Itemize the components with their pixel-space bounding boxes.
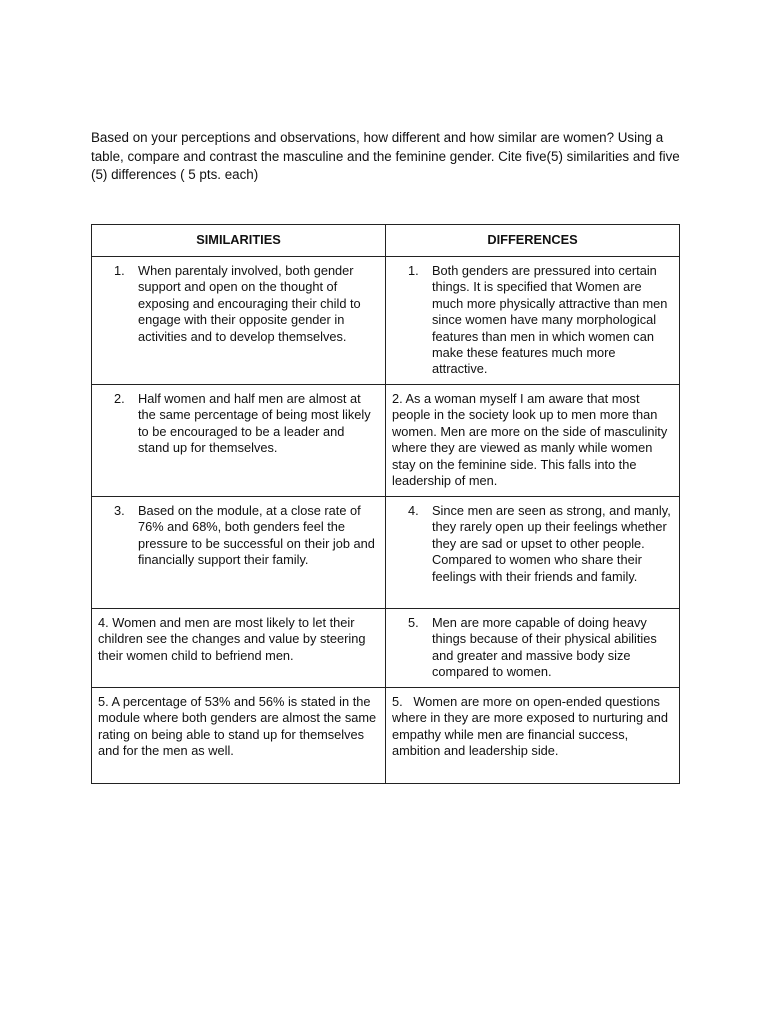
similarity-text: When parentaly involved, both gender support and open on the thought of exposing and encouraging their child to engage with their opposite gender in activities and to develop themselves. bbox=[138, 263, 361, 344]
similarity-item bbox=[92, 609, 385, 670]
table-row bbox=[92, 385, 680, 497]
differences-header: DIFFERENCES bbox=[386, 225, 680, 257]
difference-cell bbox=[386, 497, 680, 609]
similarity-item bbox=[92, 257, 385, 351]
difference-cell bbox=[386, 609, 680, 688]
difference-cell bbox=[386, 688, 680, 784]
item-number: 3. bbox=[114, 503, 125, 518]
table-row bbox=[92, 497, 680, 609]
item-number: 5. bbox=[408, 615, 419, 630]
item-number: 4. bbox=[408, 503, 419, 518]
difference-text: Both genders are pressured into certain things. It is specified that Women are much more physically attractive than men since women have many morphological features than men in which women can make these features much more attractive. bbox=[432, 263, 668, 377]
table-header-row bbox=[92, 225, 680, 257]
difference-text: Since men are seen as strong, and manly, they rarely open up their feelings whether they are sad or upset to other people. Compared to women who share their feelings with their friends and family. bbox=[432, 503, 671, 584]
item-number: 2. bbox=[114, 391, 125, 406]
difference-text: 5. Women are more on open-ended questions where in they are more exposed to nurturing and empathy while men are financial success, ambition and leadership side. bbox=[392, 694, 672, 759]
difference-item bbox=[386, 688, 679, 766]
similarity-text: 4. Women and men are most likely to let their children see the changes and value by steering their women child to befriend men. bbox=[98, 615, 366, 663]
item-number: 1. bbox=[114, 263, 125, 278]
difference-cell bbox=[386, 385, 680, 497]
comparison-table bbox=[91, 224, 680, 784]
item-number: 1. bbox=[408, 263, 419, 278]
table-row bbox=[92, 609, 680, 688]
similarity-cell bbox=[92, 385, 386, 497]
assignment-prompt: Based on your perceptions and observations, how different and how similar are women? Using a table, compare and contrast the masculine and the feminine gender. Cite five(5) similarities and five (5) differences ( 5 pts. each) bbox=[91, 130, 680, 182]
similarity-text: Based on the module, at a close rate of 76% and 68%, both genders feel the pressure to be successful on their job and financially support their family. bbox=[138, 503, 375, 568]
difference-item bbox=[386, 497, 679, 591]
similarity-text: Half women and half men are almost at the same percentage of being most likely to be encouraged to be a leader and stand up for themselves. bbox=[138, 391, 371, 456]
similarity-text: 5. A percentage of 53% and 56% is stated in the module where both genders are almost the same rating on being able to stand up for themselves and for the men as well. bbox=[98, 694, 377, 759]
similarity-cell bbox=[92, 257, 386, 385]
similarities-header: SIMILARITIES bbox=[92, 225, 386, 257]
similarity-cell bbox=[92, 497, 386, 609]
difference-item bbox=[386, 385, 679, 495]
similarity-cell bbox=[92, 688, 386, 784]
difference-item bbox=[386, 257, 679, 384]
table-row bbox=[92, 257, 680, 385]
similarity-cell bbox=[92, 609, 386, 688]
difference-cell bbox=[386, 257, 680, 385]
table-row bbox=[92, 688, 680, 784]
similarity-item bbox=[92, 385, 385, 463]
difference-item bbox=[386, 609, 679, 687]
similarity-item bbox=[92, 688, 385, 766]
similarity-item bbox=[92, 497, 385, 575]
difference-text: Men are more capable of doing heavy things because of their physical abilities and greater and massive body size compared to women. bbox=[432, 615, 657, 680]
difference-text: 2. As a woman myself I am aware that most people in the society look up to men more than women. Men are more on the side of masculinity where they are viewed as manly while women stay on the feminine side. This falls into the leadership of men. bbox=[392, 391, 668, 489]
